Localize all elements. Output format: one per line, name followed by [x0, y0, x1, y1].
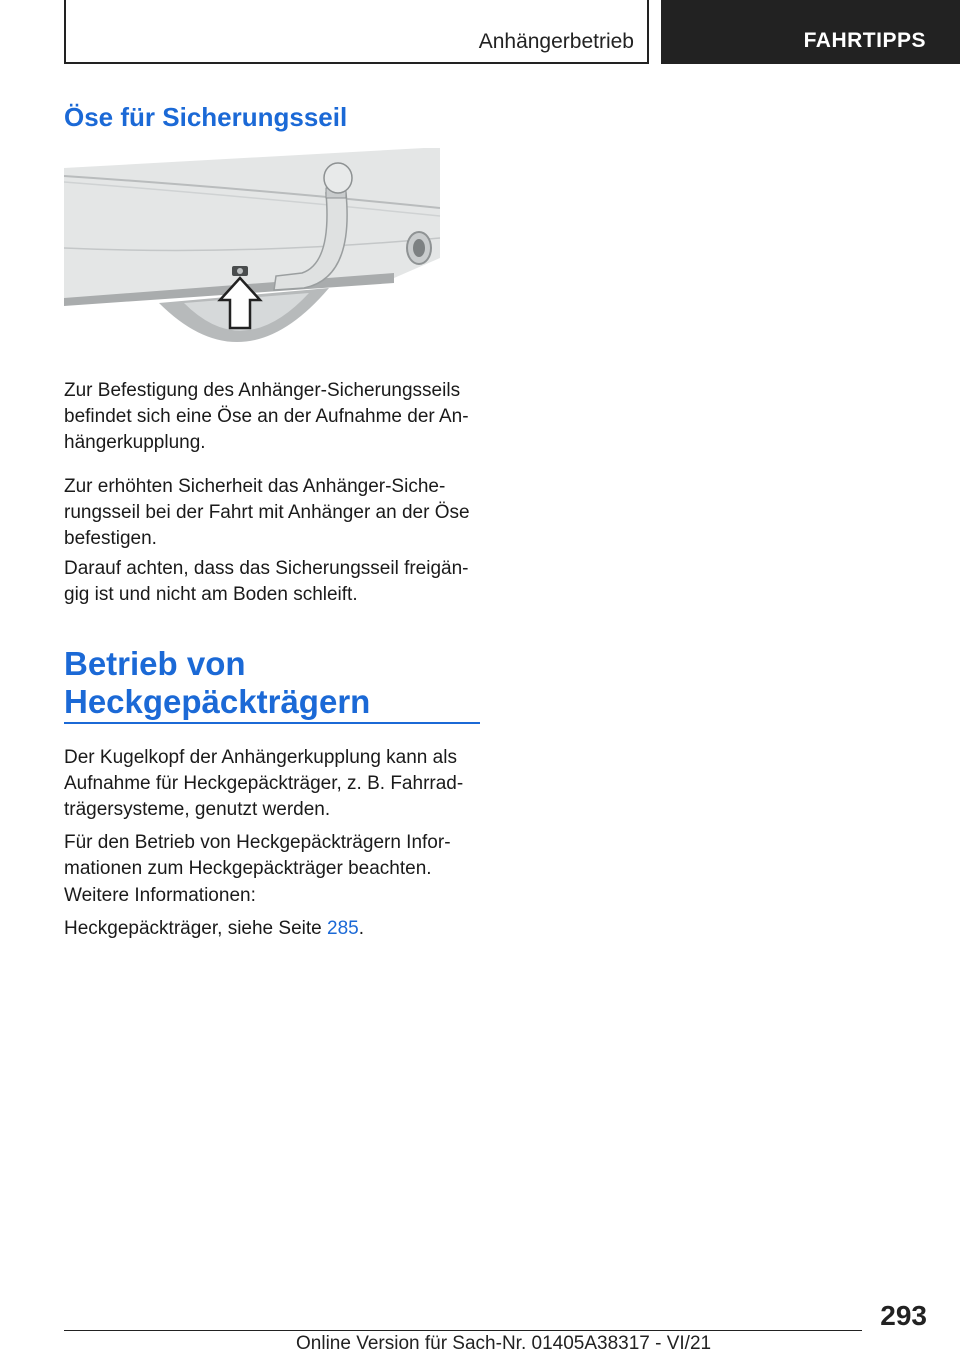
section-title-line-1: Betrieb von	[64, 645, 246, 682]
reference-text: Heckgepäckträger, siehe Seite	[64, 918, 327, 939]
section-title-heckgepaecktraeger	[64, 645, 370, 721]
section1-paragraph-1: Zur Befestigung des Anhänger-Sicherungsseils befindet sich eine Öse an der Aufnahme der An-hängerkupplung.	[64, 380, 469, 453]
header-section-title: Anhängerbetrieb	[478, 30, 634, 53]
section1-paragraph-3: Darauf achten, dass das Sicherungsseil freigän-gig ist und nicht am Boden schleift.	[64, 558, 469, 605]
section1-paragraph-2: Zur erhöhten Sicherheit das Anhänger-Siche-rungsseil bei der Fahrt mit Anhänger an der Öse befestigen.	[64, 476, 470, 549]
header-chapter-label: FAHRTIPPS	[803, 29, 926, 52]
section-title-line-2: Heckgepäckträgern	[64, 683, 371, 720]
section2-paragraph-3: Weitere Informationen:	[64, 885, 256, 906]
tow-hitch-illustration	[64, 148, 440, 358]
page-reference-link[interactable]: 285	[327, 918, 359, 939]
section2-reference	[64, 916, 484, 942]
footer-rule	[64, 1330, 862, 1331]
page-number: 293	[880, 1300, 927, 1331]
section-title-ose: Öse für Sicherungsseil	[64, 102, 348, 132]
reference-end: .	[358, 918, 364, 939]
section2-paragraph-2: Für den Betrieb von Heckgepäckträgern Infor-mationen zum Heckgepäckträger beachten.	[64, 832, 451, 879]
header-chapter-tab	[661, 0, 960, 64]
section-title-rule	[64, 722, 480, 724]
section2-paragraph-1: Der Kugelkopf der Anhängerkupplung kann als Aufnahme für Heckgepäckträger, z. B. Fahrrad-trägersysteme, genutzt werden.	[64, 747, 464, 820]
footer-version: Online Version für Sach-Nr. 01405A38317 - VI/21	[296, 1333, 712, 1354]
